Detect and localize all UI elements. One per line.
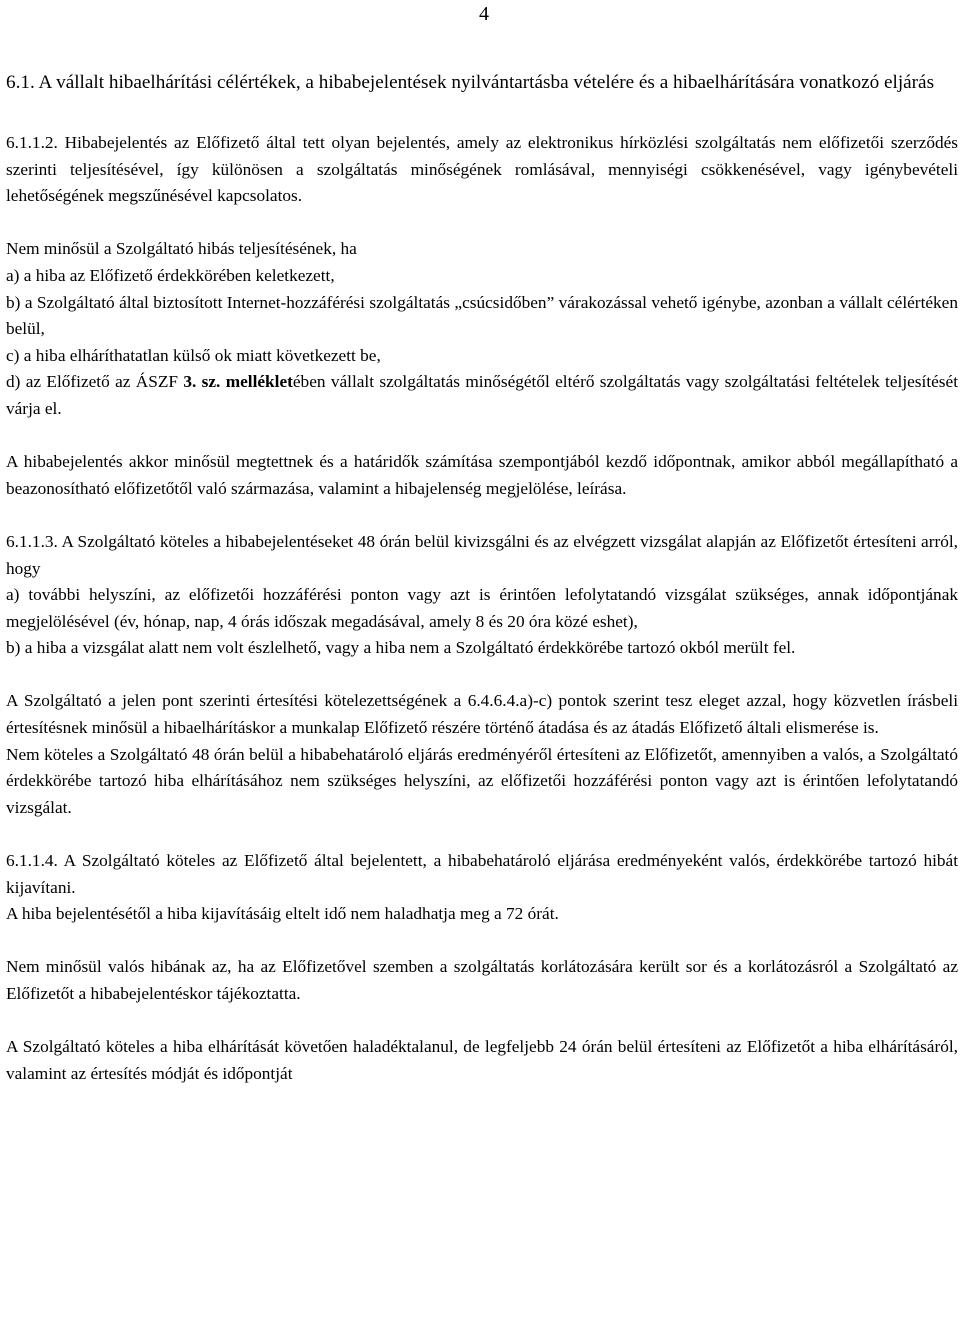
- list-item-6113-b: b) a hiba a vizsgálat alatt nem volt észlelhető, vagy a hiba nem a Szolgáltató érdekkörébe tartozó okból merült fel.: [6, 638, 796, 658]
- list-item-a: a) a hiba az Előfizető érdekkörében keletkezett,: [6, 265, 335, 285]
- list-item-d-text-end: ében vállalt szolgáltatás minőségétől eltérő szolgáltatás vagy szolgáltatási feltételek teljesítését várja el.: [6, 372, 958, 418]
- list-item-6113-a: a) további helyszíni, az előfizetői hozzáférési ponton vagy azt is érintően lefolytatandó vizsgálat szükséges, annak időpontjának megjelölésével (év, hónap, nap, 4 órás időszak megadásával, amely 8 és 20 óra közé eshet),: [6, 585, 958, 631]
- list-item-d-text-start: d) az Előfizető az ÁSZF: [6, 372, 184, 392]
- list-item-c: c) a hiba elháríthatatlan külső ok miatt következett be,: [6, 345, 381, 365]
- paragraph-6112-definition: 6.1.1.2. Hibabejelentés az Előfizető által tett olyan bejelentés, amely az elektronikus hírközlési szolgáltatás nem előfizetői szerződés szerinti teljesítésével, így különösen a szolgáltatás minőségének romlásával, mennyiségi csökkenésével, vagy igénybevételi lehetőségének megszűnésével kapcsolatos.: [6, 133, 958, 206]
- section-heading: 6.1. A vállalt hibaelhárítási célértékek, a hibabejelentések nyilvántartásba vételére és a hibaelhárítására vonatkozó eljárás: [6, 72, 935, 93]
- paragraph-not-obliged: Nem köteles a Szolgáltató 48 órán belül a hibabehatároló eljárás eredményéről értesíteni az Előfizetőt, amennyiben a valós, a Szolgáltató érdekkörébe tartozó hiba elhárításához nem szükséges helyszíni, az előfizetői hozzáférési ponton vagy azt is érintően lefolytatandó vizsgálat.: [6, 744, 958, 817]
- list-item-d-annex-ref: 3. sz. melléklet: [183, 372, 293, 392]
- paragraph-not-valid-fault: Nem minősül valós hibának az, ha az Előfizetővel szemben a szolgáltatás korlátozására került sor és a korlátozásról a Szolgáltató az Előfizetőt a hibabejelentéskor tájékoztatta.: [6, 957, 958, 1003]
- paragraph-reported-when: A hibabejelentés akkor minősül megtettnek és a határidők számítása szempontjából kezdő időpontnak, amikor abból megállapítható a beazonosítható előfizetőtől való származása, valamint a hibajelenség megjelölése, leírása.: [6, 452, 958, 498]
- paragraph-time-limit: A hiba bejelentésétől a hiba kijavításáig eltelt idő nem haladhatja meg a 72 órát.: [6, 904, 559, 924]
- paragraph-6114-intro: 6.1.1.4. A Szolgáltató köteles az Előfizető által bejelentett, a hibabehatároló eljárása eredményeként valós, érdekkörébe tartozó hibát kijavítani.: [6, 851, 958, 897]
- paragraph-6113-intro: 6.1.1.3. A Szolgáltató köteles a hibabejelentéseket 48 órán belül kivizsgálni és az elvégzett vizsgálat alapján az Előfizetőt értesíteni arról, hogy: [6, 531, 958, 578]
- page-number: 4: [479, 3, 489, 25]
- list-item-d: [6, 369, 958, 422]
- paragraph-notify-fulfilled: A Szolgáltató a jelen pont szerinti értesítési kötelezettségének a 6.4.6.4.a)-c) pontok szerint tesz eleget azzal, hogy közvetlen írásbeli értesítésnek minősül a hibaelhárításkor a munkalap Előfizető részére történő átadása és az átadás Előfizető általi elismerése is.: [6, 691, 958, 738]
- paragraph-notify-after: A Szolgáltató köteles a hiba elhárítását követően haladéktalanul, de legfeljebb 24 órán belül értesíteni az Előfizetőt a hiba elhárításáról, valamint az értesítés módját és időpontját: [6, 1037, 958, 1083]
- paragraph-not-faulty-intro: Nem minősül a Szolgáltató hibás teljesítésének, ha: [6, 239, 357, 259]
- list-item-b: b) a Szolgáltató által biztosított Internet-hozzáférési szolgáltatás „csúcsidőben” várakozással vehető igénybe, azonban a vállalt célértéken belül,: [6, 292, 958, 339]
- document-body: [6, 69, 958, 1087]
